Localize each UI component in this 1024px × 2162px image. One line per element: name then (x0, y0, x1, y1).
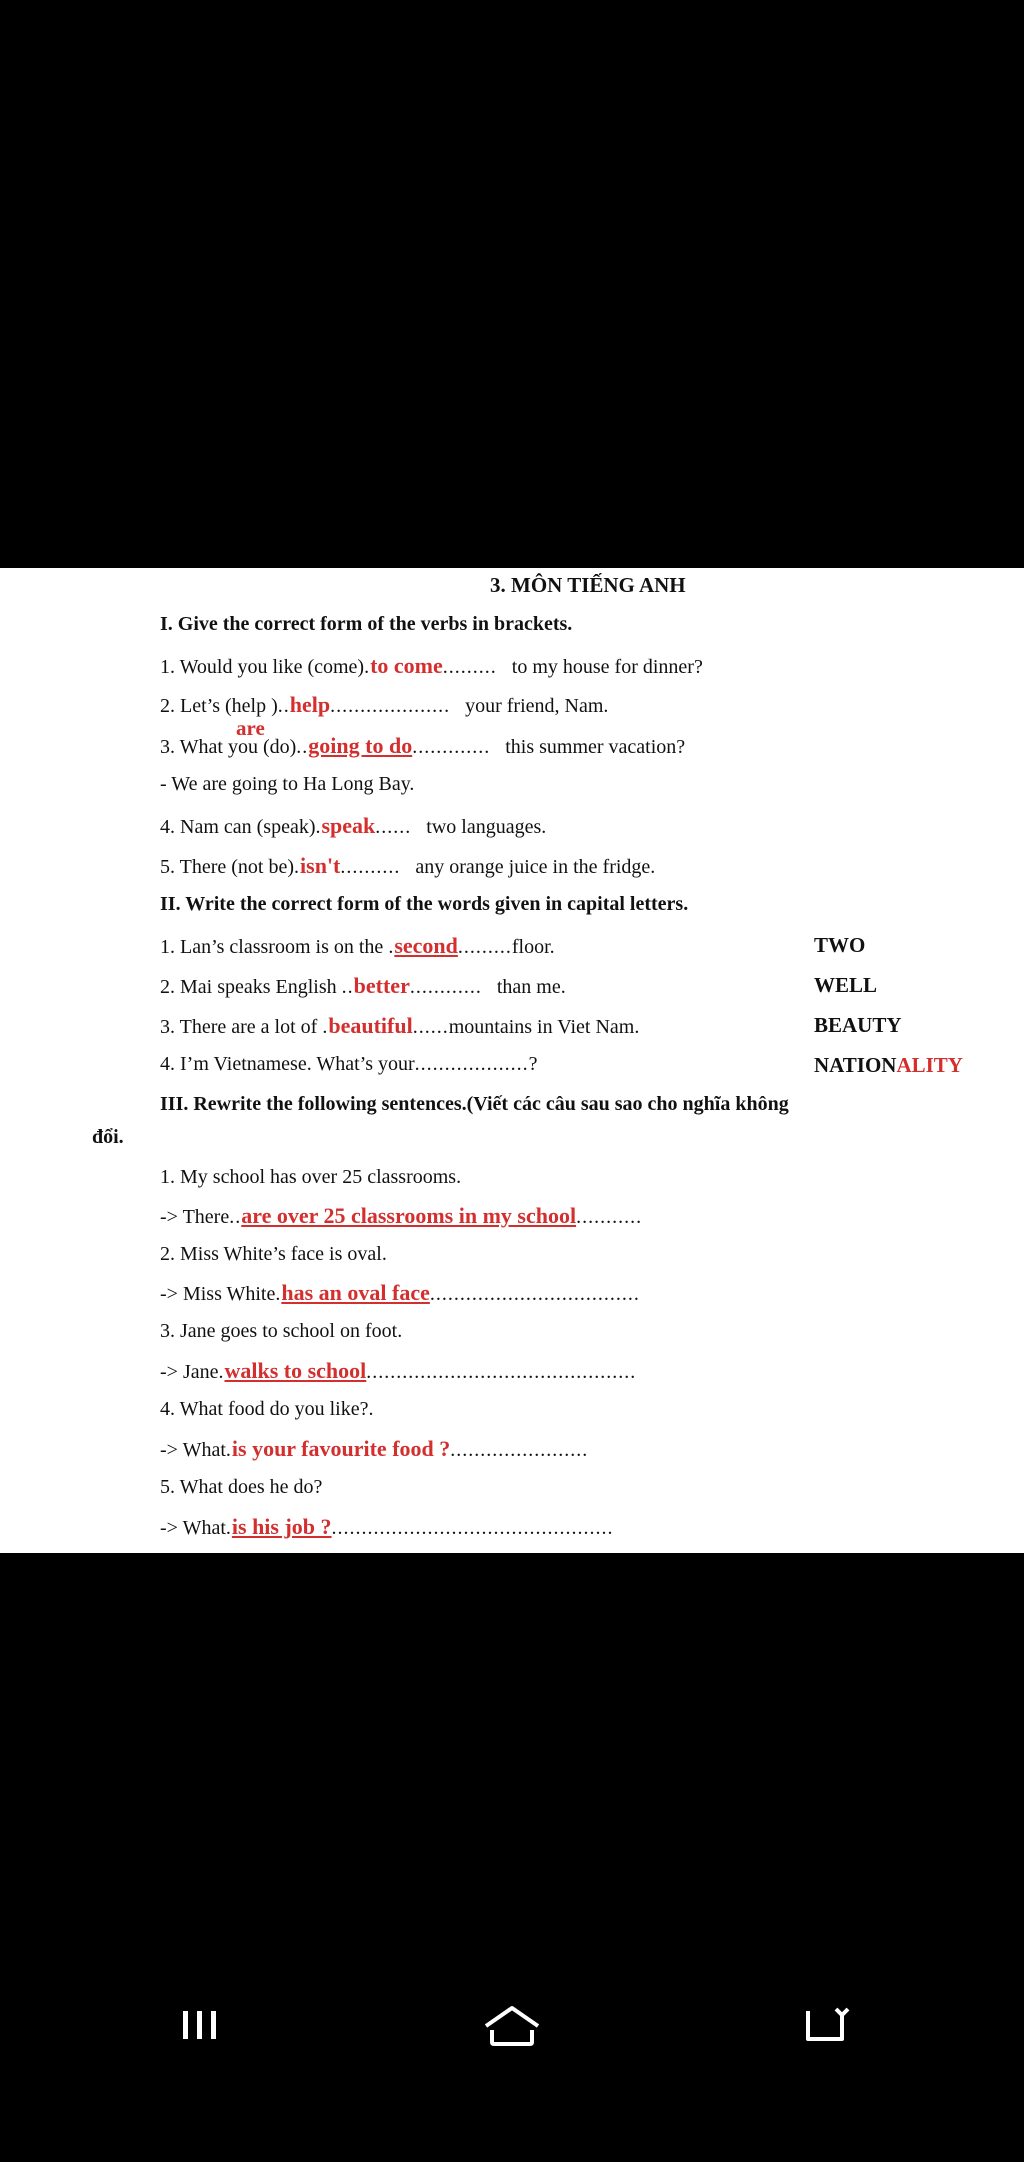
section-1-heading: I. Give the correct form of the verbs in brackets. (160, 613, 573, 635)
s1-q4-answer: speak (321, 813, 376, 838)
s1-q3-rest: this summer vacation? (505, 736, 686, 758)
recents-button[interactable] (165, 1990, 235, 2060)
s2-question-4: 4. I’m Vietnamese. What’s your...................? (160, 1053, 538, 1075)
s1-question-1: 1. Would you like (come).to come......... to my house for dinner? (160, 653, 703, 678)
s1-question-3-answer-line: - We are going to Ha Long Bay. (160, 773, 415, 795)
s2-q2-prompt: 2. Mai speaks English (160, 976, 337, 998)
s3-answer-5: -> What.is his job ?............................................... (160, 1514, 614, 1539)
s3-a2-answer: has an oval face (281, 1280, 430, 1305)
s3-answer-1: -> There..are over 25 classrooms in my school........... (160, 1203, 643, 1228)
s3-a3-prefix: -> Jane (160, 1361, 219, 1383)
s3-answer-2: -> Miss White.has an oval face................................... (160, 1280, 640, 1305)
s2-q2-answer: better (353, 973, 410, 998)
s1-q3-inserted-word: are (236, 716, 265, 740)
s1-q5-answer: isn't (300, 853, 341, 878)
s2-q4-capital-base: NATION (814, 1053, 897, 1077)
home-icon (480, 2000, 544, 2050)
s1-question-2: 2. Let’s (help )..help.................... your friend, Nam. (160, 692, 609, 717)
s2-q1-rest: floor. (511, 936, 555, 958)
page-title: 3. MÔN TIẾNG ANH (490, 573, 686, 597)
home-button[interactable] (477, 1990, 547, 2060)
s1-q2-prompt: 2. Let’s (help ) (160, 695, 278, 717)
s1-q5-rest: any orange juice in the fridge. (415, 856, 656, 878)
s3-question-1: 1. My school has over 25 classrooms. (160, 1166, 462, 1188)
s2-q3-capital-word: BEAUTY (814, 1013, 902, 1037)
navigation-bar (0, 1990, 1024, 2070)
s1-q2-rest: your friend, Nam. (465, 695, 609, 717)
s3-a4-answer: is your favourite food ? (231, 1436, 451, 1461)
s1-q3-prompt: 3. What you (do) (160, 736, 297, 758)
s1-q3-answer: going to do (308, 733, 413, 758)
s1-q4-prompt: 4. Nam can (speak) (160, 816, 316, 838)
s2-q3-answer: beautiful (328, 1013, 413, 1038)
s1-q5-prompt: 5. There (not be) (160, 856, 295, 878)
s3-a1-prefix: -> There (160, 1206, 230, 1228)
s3-a2-prefix: -> Miss White (160, 1283, 276, 1305)
s2-q4-prompt: 4. I’m Vietnamese. What’s your (160, 1053, 415, 1075)
s2-question-2: 2. Mai speaks English ..better............ than me. (160, 973, 566, 998)
section-2-heading: II. Write the correct form of the words given in capital letters. (160, 893, 689, 915)
s1-question-3: 3. What you (do)..going to do............. this summer vacation? (160, 733, 686, 758)
s3-a5-answer: is his job ? (231, 1514, 332, 1539)
section-3-heading-cont: đổi. (92, 1126, 124, 1148)
s3-a4-prefix: -> What (160, 1439, 226, 1461)
s1-question-5: 5. There (not be).isn't.......... any orange juice in the fridge. (160, 853, 656, 878)
s1-q1-rest: to my house for dinner? (511, 656, 703, 678)
s3-a1-answer: are over 25 classrooms in my school (241, 1203, 577, 1228)
s3-question-3: 3. Jane goes to school on foot. (160, 1320, 403, 1342)
s1-q2-answer: help (289, 692, 331, 717)
s2-q4-rest: ? (528, 1053, 538, 1075)
s3-answer-3: -> Jane.walks to school............................................. (160, 1358, 637, 1383)
s1-q1-prompt: 1. Would you like (come) (160, 656, 365, 678)
s2-q1-prompt: 1. Lan’s classroom is on the (160, 936, 384, 958)
s2-q3-rest: mountains in Viet Nam. (448, 1016, 640, 1038)
s1-q4-rest: two languages. (426, 816, 547, 838)
s3-answer-4: -> What.is your favourite food ?....................... (160, 1436, 589, 1461)
s1-question-4: 4. Nam can (speak).speak...... two languages. (160, 813, 547, 838)
s3-question-4: 4. What food do you like?. (160, 1398, 374, 1420)
recents-icon (177, 2005, 223, 2045)
s2-q1-capital-word: TWO (814, 933, 866, 957)
s2-q2-rest: than me. (496, 976, 566, 998)
back-button[interactable] (790, 1990, 860, 2060)
s2-q4-capital-word (814, 1053, 963, 1078)
s2-q3-prompt: 3. There are a lot of (160, 1016, 318, 1038)
s3-a5-prefix: -> What (160, 1517, 226, 1539)
s3-question-2: 2. Miss White’s face is oval. (160, 1243, 387, 1265)
section-3-heading: III. Rewrite the following sentences.(Viết các câu sau sao cho nghĩa không (160, 1093, 789, 1115)
s2-q4-capital-answer: ALITY (896, 1053, 963, 1077)
s3-a3-answer: walks to school (224, 1358, 367, 1383)
back-icon (798, 2003, 852, 2047)
s1-q1-answer: to come (370, 653, 443, 678)
s2-q2-capital-word: WELL (814, 973, 878, 997)
s2-q1-answer: second (394, 933, 458, 958)
worksheet-page (0, 568, 1024, 1553)
s2-question-1: 1. Lan’s classroom is on the .second.........floor. (160, 933, 555, 958)
s3-question-5: 5. What does he do? (160, 1476, 323, 1498)
s2-question-3: 3. There are a lot of .beautiful......mountains in Viet Nam. (160, 1013, 640, 1038)
